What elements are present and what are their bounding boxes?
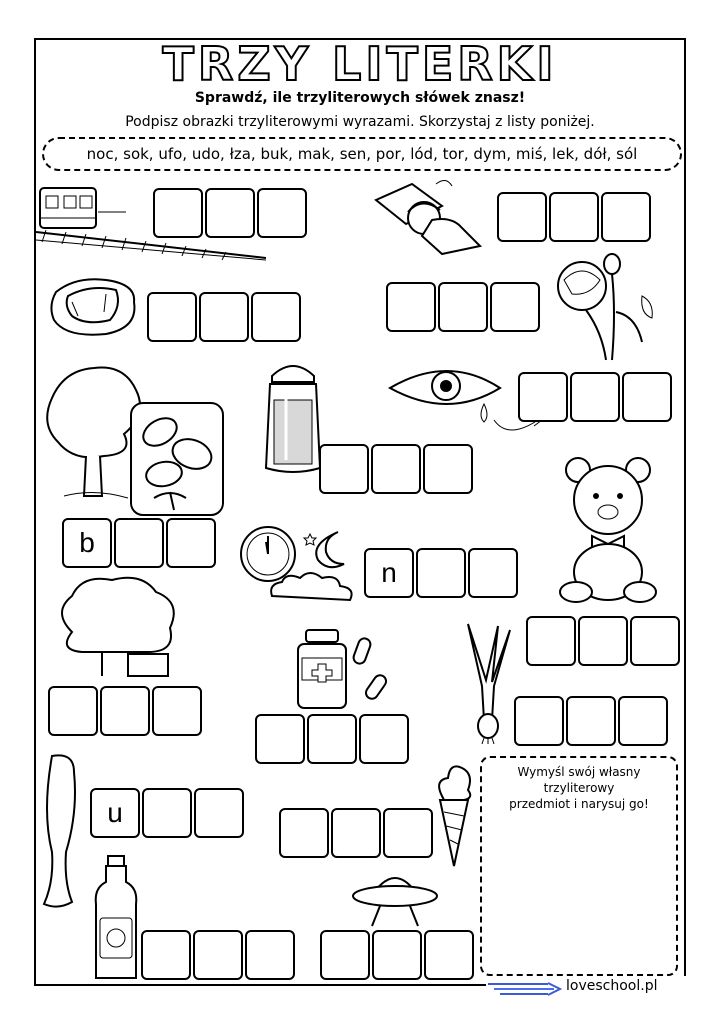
- letter-box[interactable]: [578, 616, 628, 666]
- letter-box[interactable]: [490, 282, 540, 332]
- letter-box[interactable]: [279, 808, 329, 858]
- letter-box[interactable]: [245, 930, 295, 980]
- letter-box[interactable]: [359, 714, 409, 764]
- letter-box[interactable]: [194, 788, 244, 838]
- ice-cream-icon: [434, 760, 474, 870]
- word-list: [42, 137, 682, 171]
- draw-prompt-line: Wymyśl swój własny: [517, 765, 641, 779]
- draw-prompt-line: przedmiot i narysuj go!: [509, 797, 649, 811]
- letter-box[interactable]: [566, 696, 616, 746]
- letter-box[interactable]: [549, 192, 599, 242]
- loveschool-logo-icon: [488, 982, 562, 996]
- letter-box[interactable]: [630, 616, 680, 666]
- smoke-icon: [266, 566, 360, 606]
- letter-box[interactable]: [386, 282, 436, 332]
- letter-box[interactable]: [100, 686, 150, 736]
- tree-icon: [44, 364, 144, 504]
- letter-box[interactable]: [153, 188, 203, 238]
- prefilled-letter: n: [381, 557, 397, 588]
- letter-box[interactable]: [307, 714, 357, 764]
- letter-box[interactable]: [468, 548, 518, 598]
- prefilled-letter: b: [79, 527, 95, 558]
- letter-box[interactable]: [114, 518, 164, 568]
- letter-box[interactable]: [205, 188, 255, 238]
- letter-box[interactable]: [257, 188, 307, 238]
- letter-box[interactable]: [147, 292, 197, 342]
- letter-box[interactable]: [152, 686, 202, 736]
- letter-box[interactable]: [193, 930, 243, 980]
- page-subtitle: Sprawdź, ile trzyliterowych słówek znasz!: [194, 90, 526, 106]
- letter-box[interactable]: [199, 292, 249, 342]
- leek-icon: [462, 620, 516, 744]
- draw-area[interactable]: [480, 756, 678, 976]
- letter-box[interactable]: [142, 788, 192, 838]
- medicine-icon: [292, 628, 392, 712]
- letter-box[interactable]: [62, 518, 112, 568]
- letter-box[interactable]: [320, 930, 370, 980]
- footer: [486, 976, 686, 1000]
- letter-box[interactable]: [423, 444, 473, 494]
- letter-box[interactable]: [622, 372, 672, 422]
- letter-box[interactable]: [416, 548, 466, 598]
- letter-box[interactable]: [618, 696, 668, 746]
- letter-box[interactable]: [364, 548, 414, 598]
- page-title: TRZY LITERKI: [162, 37, 558, 91]
- letter-box[interactable]: [319, 444, 369, 494]
- letter-box[interactable]: [331, 808, 381, 858]
- letter-box[interactable]: [90, 788, 140, 838]
- footer-brand[interactable]: loveschool.pl: [566, 978, 658, 994]
- juice-bottle-icon: [92, 854, 140, 984]
- letter-box[interactable]: [438, 282, 488, 332]
- leg-icon: [38, 752, 88, 912]
- sleeping-person-icon: [372, 176, 488, 258]
- teddy-bear-icon: [556, 456, 660, 606]
- tree-icon: [52, 572, 184, 680]
- poppy-icon: [546, 252, 662, 362]
- word-list-text: noc, sok, ufo, udo, łza, buk, mak, sen, por, lód, tor, dym, miś, lek, dół, sól: [86, 145, 638, 163]
- prefilled-letter: u: [107, 797, 123, 828]
- letter-box[interactable]: [48, 686, 98, 736]
- letter-box[interactable]: [518, 372, 568, 422]
- salt-shaker-icon: [262, 356, 324, 476]
- instruction-text: Podpisz obrazki trzyliterowymi wyrazami. Skorzystaj z listy poniżej.: [125, 114, 595, 130]
- letter-box[interactable]: [497, 192, 547, 242]
- letter-box[interactable]: [570, 372, 620, 422]
- ufo-icon: [350, 866, 440, 936]
- letter-box[interactable]: [601, 192, 651, 242]
- letter-box[interactable]: [371, 444, 421, 494]
- letter-box[interactable]: [514, 696, 564, 746]
- draw-prompt-line: trzyliterowy: [543, 781, 615, 795]
- hole-icon: [46, 272, 142, 342]
- beech-leaves-icon: [130, 402, 224, 516]
- letter-box[interactable]: [424, 930, 474, 980]
- letter-box[interactable]: [251, 292, 301, 342]
- letter-box[interactable]: [383, 808, 433, 858]
- letter-box[interactable]: [255, 714, 305, 764]
- letter-box[interactable]: [526, 616, 576, 666]
- letter-box[interactable]: [372, 930, 422, 980]
- letter-box[interactable]: [166, 518, 216, 568]
- letter-box[interactable]: [141, 930, 191, 980]
